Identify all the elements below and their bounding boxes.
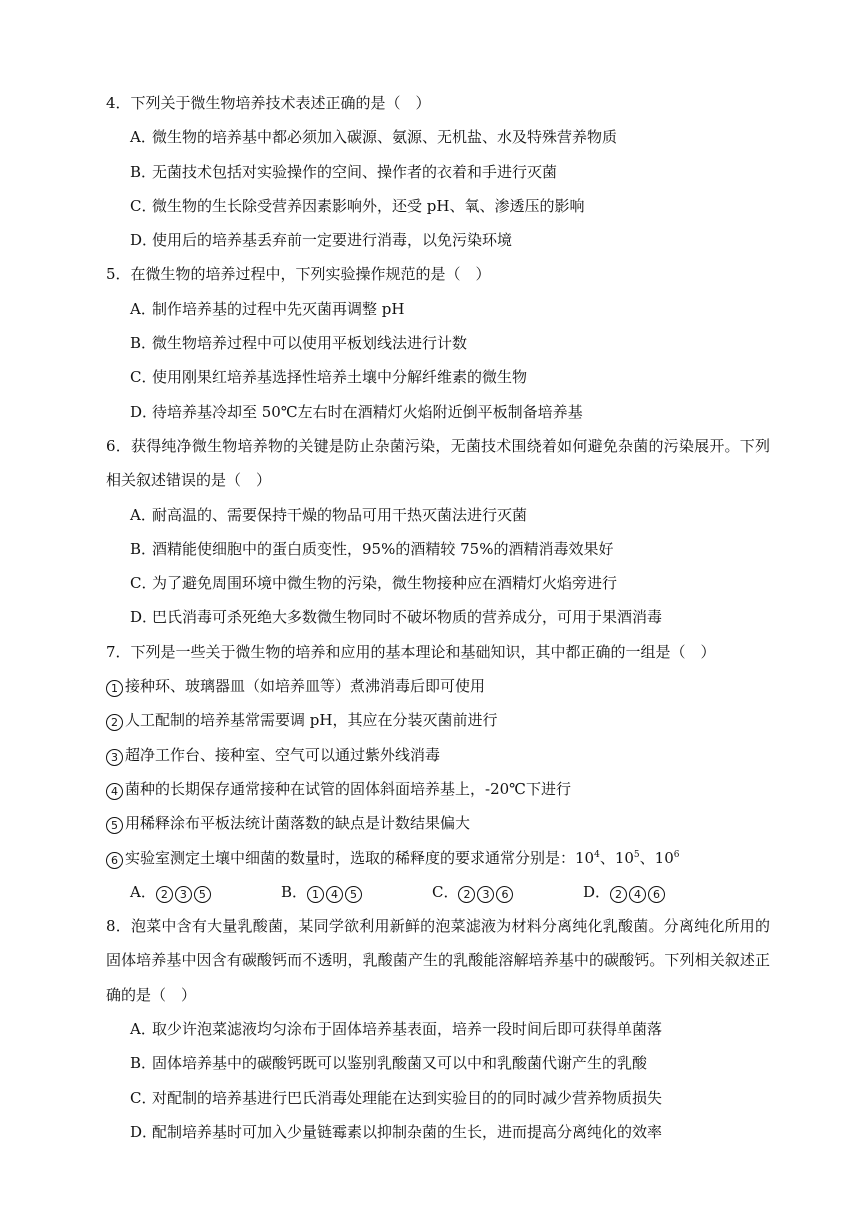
option-key: C． [130,574,157,593]
question-number: 7． [106,642,131,661]
option-key: B． [130,162,157,181]
statement-item [106,738,868,772]
option-text: 微生物的生长除受营养因素影响外，还受 pH、氧、渗透压的影响 [152,196,585,215]
question-stem [106,909,770,1012]
statement-text: 人工配制的培养基常需要调 pH，其应在分装灭菌前进行 [125,711,498,730]
statement-text: 接种环、玻璃器皿（如培养皿等）煮沸消毒后即可使用 [125,677,486,696]
option-key: D． [130,1122,158,1141]
question-text: 下列是一些关于微生物的培养和应用的基本理论和基础知识，其中都正确的一组是（ ） [130,642,716,661]
option-key: B． [130,1054,157,1073]
question-7 [0,635,868,909]
option-text: 耐高温的、需要保持干燥的物品可用干热灭菌法进行灭菌 [152,505,528,524]
statement-text: 用稀释涂布平板法统计菌落数的缺点是计数结果偏大 [125,814,471,833]
option-a [130,292,868,326]
option-key: A． [130,1020,156,1039]
question-text: 在微生物的培养过程中，下列实验操作规范的是（ ） [130,265,491,284]
circled-number: 6 [106,852,123,869]
statement-text: 超净工作台、接种室、空气可以通过紫外线消毒 [125,745,441,764]
option-key: D． [130,231,158,250]
circled-number: 2 [610,886,627,903]
option-key: C． [130,368,157,387]
circled-number: 4 [629,886,646,903]
statement-item [106,772,868,806]
question-stem [106,635,770,669]
option-c [432,875,583,909]
option-d [130,223,868,257]
option-key: B． [281,882,308,901]
statement-item [106,669,868,703]
exponent: 4 [594,849,600,860]
circled-number: 6 [648,886,665,903]
option-key: D． [130,608,158,627]
circled-number: 3 [175,886,192,903]
exponent: 6 [673,849,680,860]
option-key: D． [583,882,611,901]
option-b [130,155,868,189]
option-b [130,1046,868,1080]
question-6 [0,429,868,635]
option-text: 配制培养基时可加入少量链霉素以抑制杂菌的生长，进而提高分离纯化的效率 [152,1122,663,1141]
option-key: A． [130,299,156,318]
option-key: B． [130,334,157,353]
option-d [130,1115,868,1149]
circled-number: 2 [156,886,173,903]
option-d [583,875,667,909]
question-number: 4． [106,94,131,112]
option-a [130,875,281,909]
question-5 [0,257,868,428]
option-text: 对配制的培养基进行巴氏消毒处理能在达到实验目的的同时减少营养物质损失 [152,1088,663,1107]
option-key: D． [130,402,158,421]
circled-number: 2 [106,714,123,731]
circled-number: 5 [106,817,123,834]
option-key: C． [130,1088,157,1107]
option-text: 制作培养基的过程中先灭菌再调整 pH [152,299,405,318]
option-text: 巴氏消毒可杀死绝大多数微生物同时不破坏物质的营养成分，可用于果酒消毒 [152,608,663,627]
option-a [130,1012,868,1046]
circled-number: 1 [307,886,324,903]
option-d [130,395,868,429]
question-stem [106,429,770,498]
answer-options [130,875,868,909]
question-8 [0,909,868,1149]
option-text: 使用刚果红培养基选择性培养土壤中分解纤维素的微生物 [152,368,528,387]
separator: 、10 [599,848,634,867]
circled-number: 2 [458,886,475,903]
circled-number: 4 [326,886,343,903]
option-text: 固体培养基中的碳酸钙既可以鉴别乳酸菌又可以中和乳酸菌代谢产生的乳酸 [152,1054,648,1073]
option-key: A． [130,882,156,901]
question-number: 5． [106,265,131,284]
separator: 、10 [639,848,674,867]
option-b [281,875,432,909]
option-text: 为了避免周围环境中微生物的污染，微生物接种应在酒精灯火焰旁进行 [152,574,618,593]
option-text: 微生物的培养基中都必须加入碳源、氨源、无机盐、水及特殊营养物质 [152,128,618,147]
option-c [130,189,868,223]
question-stem [106,86,770,120]
circled-number: 3 [106,749,123,766]
circled-number: 6 [496,886,513,903]
question-stem [106,257,770,291]
statement-item [106,703,868,737]
question-text: 泡菜中含有大量乳酸菌，某同学欲利用新鲜的泡菜滤液为材料分离纯化乳酸菌。分离纯化所用的固体培养基中因含有碳酸钙而不透明，乳酸菌产生的乳酸能溶解培养基中的碳酸钙。下列相关叙述正确的是（ ） [106,917,770,1004]
option-a [130,498,868,532]
circled-number: 5 [194,886,211,903]
option-c [130,1081,868,1115]
option-c [130,360,868,394]
option-key: A． [130,505,156,524]
option-key: A． [130,128,156,147]
question-4 [0,86,868,257]
statement-item [106,806,868,840]
question-text: 获得纯净微生物培养物的关键是防止杂菌污染，无菌技术围绕着如何避免杂菌的污染展开。下列相关叙述错误的是（ ） [106,436,770,490]
circled-number: 3 [477,886,494,903]
circled-number: 1 [106,680,123,697]
option-b [130,326,868,360]
option-key: C． [130,196,157,215]
option-a [130,120,868,154]
question-text: 下列关于微生物培养技术表述正确的是（ ） [130,94,431,112]
option-text: 取少许泡菜滤液均匀涂布于固体培养基表面，培养一段时间后即可获得单菌落 [152,1020,663,1039]
option-text: 微生物培养过程中可以使用平板划线法进行计数 [152,334,468,353]
option-text: 待培养基冷却至 50℃左右时在酒精灯火焰附近倒平板制备培养基 [152,402,583,421]
question-number: 8． [106,917,131,936]
question-number: 6． [106,436,131,455]
circled-number: 5 [345,886,362,903]
statement-text: 实验室测定土壤中细菌的数量时，选取的稀释度的要求通常分别是：10 [125,848,595,867]
statement-item [106,841,868,875]
option-text: 无菌技术包括对实验操作的空间、操作者的衣着和手进行灭菌 [152,162,558,181]
option-text: 酒精能使细胞中的蛋白质变性，95%的酒精较 75%的酒精消毒效果好 [152,539,614,558]
option-c [130,566,868,600]
option-text: 使用后的培养基丢弃前一定要进行消毒，以免污染环境 [152,231,513,250]
option-b [130,532,868,566]
exponent: 5 [633,849,640,860]
option-key: B． [130,539,157,558]
circled-number: 4 [106,783,123,800]
option-d [130,600,868,634]
statement-text: 菌种的长期保存通常接种在试管的固体斜面培养基上，-20℃下进行 [125,779,571,798]
option-key: C． [432,882,459,901]
